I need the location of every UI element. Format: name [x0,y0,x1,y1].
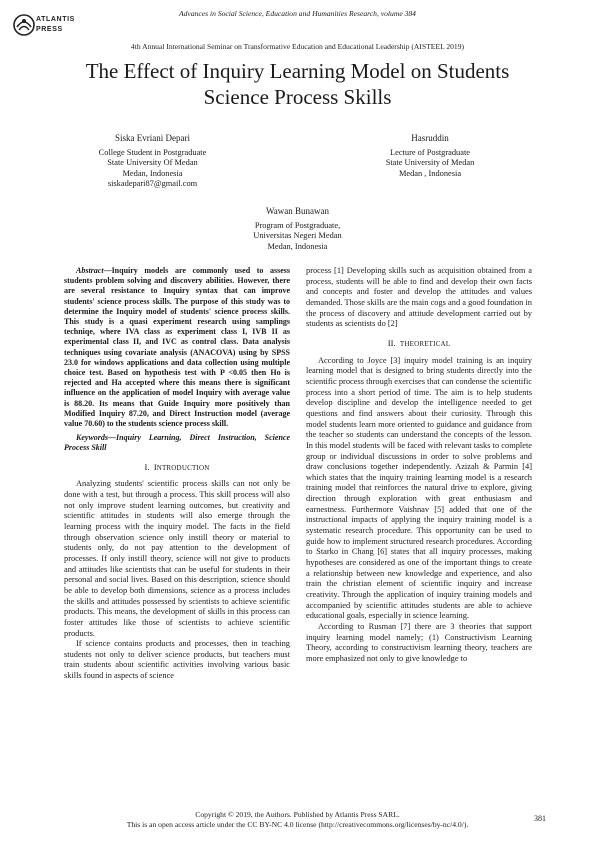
author-location: Medan, Indonesia [122,168,183,178]
keywords [64,433,290,453]
logo-text-atlantis: ATLANTIS [36,16,75,23]
paragraph: According to Joyce [3] inquiry model training is an inquiry learning model that is designed to bring students directly into the scientific process through exercises that can condense the scientific process into a short period of time. The aim is to help students develop discipline and develop the intelligence needed to get questions and find answers about their curiosity. Through this model students learn more oriented to guidance and guidance from the teacher so students can understand the concepts of the lesson. In this model students will be faced with relevant tasks to complete group or individual discussions in order to solve problems and draw conclusions together independently. Azizah & Parmin [4] which states that the inquiry training learning model is a research training model that reinforces the natural drive to explore, giving direction through exploration with great enthusiasm and earnestness. Furthermore Vaishnav [5] added that one of the instructional impacts of applying the inquiry training model is a systematic research procedure. This opportunity can be used to guide how to implement structured research procedures. According to Starko in Chang [6] states that all inquiry processes, making hypotheses are considered as one of the important things to create a relationship between new knowledge and experience, and also train the christian element of scientific inquiry and increase creativity. Through the application of inquiry training models and accompanied by scientific attitudes students are able to achieve educational goals, especially in science learning. [306,355,532,621]
keywords-text: —Inquiry Learning, Direct Instruction, Science Process Skill [64,433,290,453]
page-number: 381 [534,814,546,823]
author-block [200,206,395,252]
author-affiliation: Lecture of Postgraduate [390,147,470,157]
author-affiliation: Program of Postgraduate, [254,220,341,230]
abstract [64,266,290,429]
author-affiliation: College Student in Postgraduate [98,147,207,157]
footer [0,810,595,830]
abstract-label: Abstract [76,266,104,275]
section-heading-theoretical [306,338,532,350]
paper-title [40,58,555,110]
right-column [306,266,532,665]
journal-series: Advances in Social Science, Education and Humanities Research, volume 384 [179,9,416,18]
author-block [50,133,255,190]
section-title-rest: NTRODUCTION [156,463,210,472]
author-email: siskadepari87@gmail.com [107,179,198,189]
title-line-2: Science Process Skills [203,85,392,109]
section-title: THEORETICAL [399,339,451,348]
paragraph: If science contains products and processes, then in teaching students not only to deliver science products, but teachers must train students about scientific activities involving various basic skills found in aspects of science [64,639,290,681]
author-name: Hasruddin [411,133,449,143]
author-location: Medan , Indonesia [398,168,462,178]
author-affiliation: State University of Medan [385,158,475,168]
paragraph: According to Rusman [7] there are 3 theories that support inquiry learning model namely; (1) Constructivism Learning Theory, according to constructivism learning theory, teachers are more emphasized not only to give knowledge to [306,622,532,663]
paragraph: Analyzing students' scientific process skills can not only be done with a test, but through a process. This skill process will also not only improve student learning outcomes, but creativity and scientific attitudes in students will also emerge through the learning process with the inquiry model. The facts in the field through observation science only instill theory or material to students only, do not pay attention to the development of processes. If only instill theory, science will not give to products and attitudes like scientists that can be useful for students in their personal and social lives. Based on this description, science should be able to develop both dimensions, science as a process includes the skills and attitudes possessed by scientists to achieve scientific products. This means, the development of skills in this process can foster attitudes like those of scientists to achieve scientific products. [64,479,290,638]
author-affiliation: Universitas Negeri Medan [253,231,342,241]
left-column [64,266,290,682]
author-affiliation: State University Of Medan [107,158,198,168]
section-title-initial: I [153,461,157,472]
keywords-label: Keywords [76,433,108,443]
author-block [340,133,520,179]
license-notice: This is an open access article under the CC BY-NC 4.0 license (http://creativecommons.org/licenses/by-nc/4.0/). [126,820,469,829]
section-number: I. [144,461,150,472]
logo-text-press: PRESS [36,26,63,33]
paragraph: process [1] Developing skills such as acquisition obtained from a process, students will be able to find and develop their own facts and concepts and foster and develop the attitudes and values demanded. Those skills are the main cogs and a good foundation in the process of discovery and attitude development carried out by students as scientists do [2] [306,266,532,329]
copyright-notice: Copyright © 2019, the Authors. Published by Atlantis Press SARL. [195,810,400,819]
conference-name: 4th Annual International Seminar on Transformative Education and Educational Leadership (AISTEEL 2019) [130,42,465,51]
author-name: Siska Evriani Depari [115,133,190,143]
author-name: Wawan Bunawan [265,206,329,216]
section-heading-introduction [64,462,290,474]
author-location: Medan, Indonesia [267,241,328,251]
title-line-1: The Effect of Inquiry Learning Model on Students [85,59,510,83]
abstract-text: —Inquiry models are commonly used to assess students problem solving and discovery abilities. However, there are several resistance to Inquiry syntax that can improve students' science process skills. The purpose of this study was to determine the Inquiry model of students' science process skills. This study is a quasi experiment research using samplings techniqe, where IVA class as experiment class I, IVB II as experimental class II, and IVC as control class. Data analysis techniques using covariate analysis (ANACOVA) using by SPSS 23.0 for windows applications and data collection using multiple choice test. Based on hypothesis test with P <0.05 then Ho is rejected and Ha accepted where this means there is significant influence on the application of model Inquiry with average value is 88.20. Its means that Guide Inquiry more positively than Modified Inquiry 87.20, and Direct Instruction model (average value 70.60) to the students science process skill. [64,266,290,429]
section-number: II. [387,337,396,348]
